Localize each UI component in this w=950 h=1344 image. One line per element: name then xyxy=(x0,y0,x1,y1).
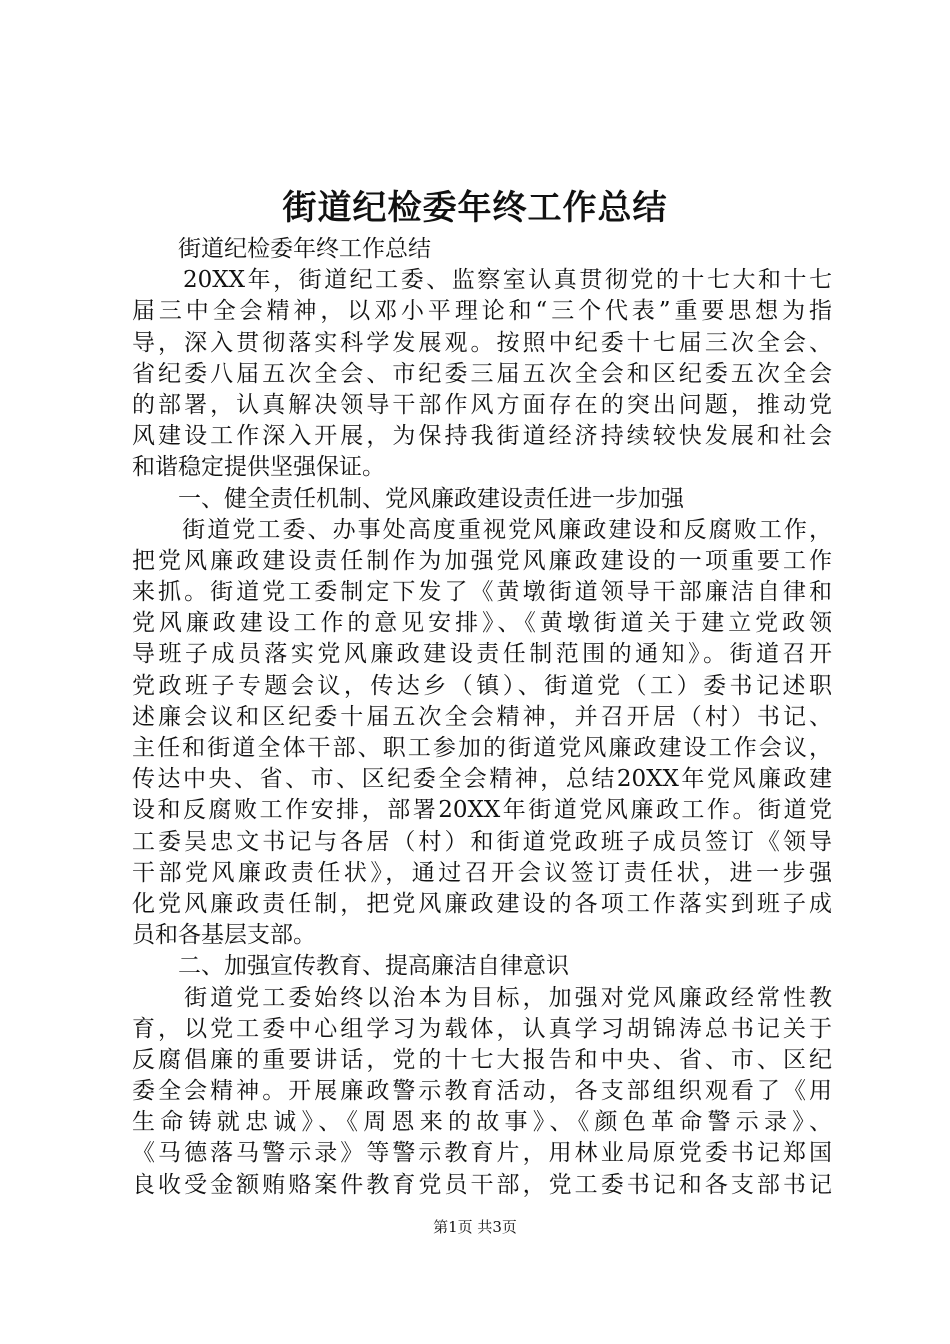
body-line: 20XX年，街道纪工委、监察室认真贯彻党的十七大和十七 xyxy=(132,267,832,294)
body-line: 反腐倡廉的重要讲话，党的十七大报告和中央、省、市、区纪 xyxy=(132,1046,832,1073)
body-line: 党风廉政建设工作的意见安排》、《黄墩街道关于建立党政领 xyxy=(132,610,832,637)
body-line: 二、加强宣传教育、提高廉洁自律意识 xyxy=(132,953,569,980)
body-line: 党政班子专题会议，传达乡（镇）、街道党（工）委书记述职 xyxy=(132,672,832,699)
body-line: 设和反腐败工作安排，部署20XX年街道党风廉政工作。街道党 xyxy=(132,797,832,824)
body-line: 干部党风廉政责任状》，通过召开会议签订责任状，进一步强 xyxy=(132,859,832,886)
body-line: 委全会精神。开展廉政警示教育活动，各支部组织观看了《用 xyxy=(132,1078,832,1105)
body-line: 届三中全会精神，以邓小平理论和“三个代表”重要思想为指 xyxy=(132,298,832,325)
body-line: 员和各基层支部。 xyxy=(132,922,316,949)
body-line: 一、健全责任机制、党风廉政建设责任进一步加强 xyxy=(132,485,684,512)
body-line: 导，深入贯彻落实科学发展观。按照中纪委十七届三次全会、 xyxy=(132,329,832,356)
body-line: 风建设工作深入开展，为保持我街道经济持续较快发展和社会 xyxy=(132,423,832,450)
body-line: 街道党工委、办事处高度重视党风廉政建设和反腐败工作， xyxy=(132,516,832,543)
body-line: 来抓。街道党工委制定下发了《黄墩街道领导干部廉洁自律和 xyxy=(132,579,832,606)
page-footer: 第1页 共3页 xyxy=(433,1218,517,1236)
body-line: 《马德落马警示录》等警示教育片，用林业局原党委书记郑国 xyxy=(132,1140,832,1167)
body-line: 化党风廉政责任制，把党风廉政建设的各项工作落实到班子成 xyxy=(132,890,832,917)
body-line: 导班子成员落实党风廉政建设责任制范围的通知》。街道召开 xyxy=(132,641,832,668)
body-line: 街道党工委始终以治本为目标，加强对党风廉政经常性教 xyxy=(132,984,832,1011)
body-line: 述廉会议和区纪委十届五次全会精神，并召开居（村）书记、 xyxy=(132,703,832,730)
body-line: 和谐稳定提供坚强保证。 xyxy=(132,454,385,481)
body-line: 生命铸就忠诚》、《周恩来的故事》、《颜色革命警示录》、 xyxy=(132,1109,832,1136)
body-line: 传达中央、省、市、区纪委全会精神，总结20XX年党风廉政建 xyxy=(132,766,832,793)
body-line: 的部署，认真解决领导干部作风方面存在的突出问题，推动党 xyxy=(132,391,832,418)
body-line: 育，以党工委中心组学习为载体，认真学习胡锦涛总书记关于 xyxy=(132,1015,832,1042)
body-line: 工委吴忠文书记与各居（村）和街道党政班子成员签订《领导 xyxy=(132,828,832,855)
document-title: 街道纪检委年终工作总结 xyxy=(282,188,668,228)
body-line: 省纪委八届五次全会、市纪委三届五次全会和区纪委五次全会 xyxy=(132,360,832,387)
document-body xyxy=(132,234,832,1201)
body-line: 良收受金额贿赂案件教育党员干部，党工委书记和各支部书记 xyxy=(132,1171,832,1198)
body-line: 把党风廉政建设责任制作为加强党风廉政建设的一项重要工作 xyxy=(132,547,832,574)
body-line: 街道纪检委年终工作总结 xyxy=(132,236,431,262)
body-line: 主任和街道全体干部、职工参加的街道党风廉政建设工作会议， xyxy=(132,735,832,761)
